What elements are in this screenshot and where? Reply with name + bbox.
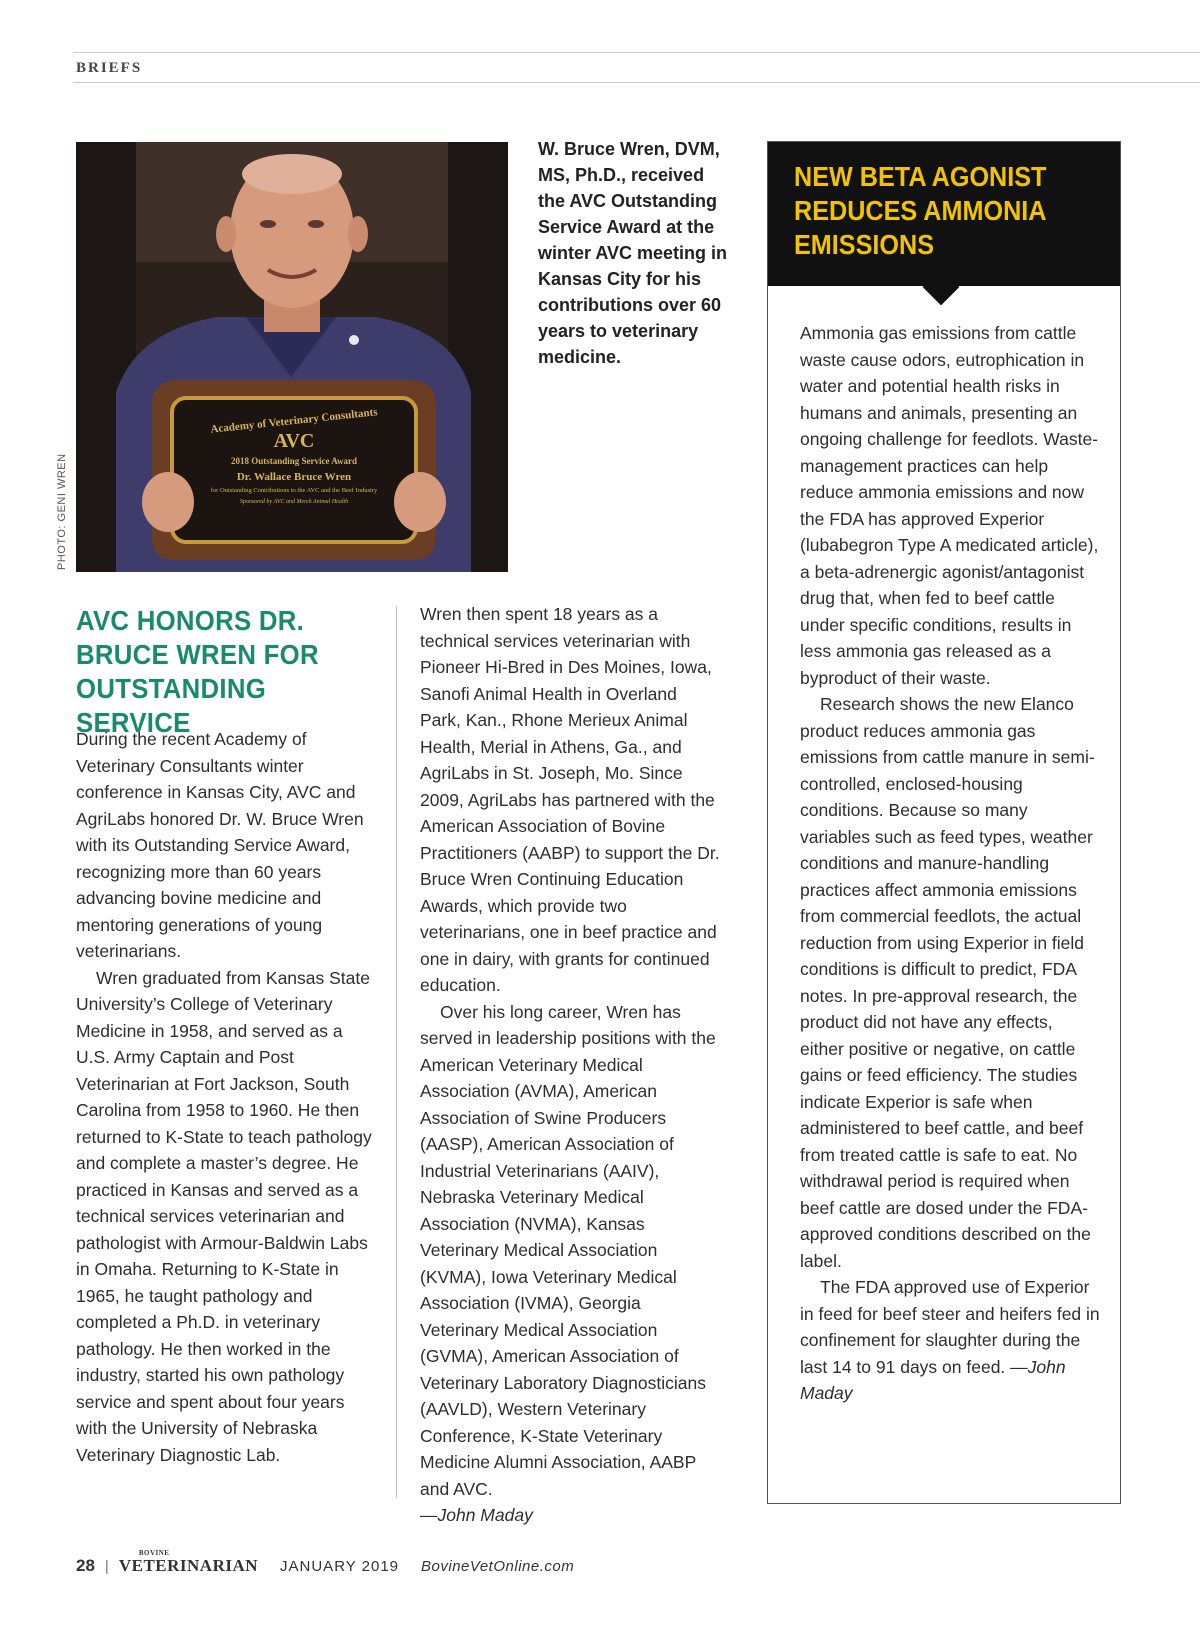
page-footer [76, 1549, 575, 1576]
article-headline: AVC HONORS DR. BRUCE WREN FOR OUTSTANDING SERVICE [76, 605, 319, 738]
article-signature: —John Maday [420, 1505, 533, 1525]
sidebar-signature: —John Maday [800, 1356, 1066, 1403]
plaque-sponsor: Sponsored by AVC and Merck Animal Health [239, 499, 349, 505]
magazine-logo [118, 1549, 259, 1576]
photo-credit: PHOTO: GENI WREN [56, 453, 68, 570]
sidebar-header [768, 142, 1120, 286]
issue-date: JANUARY 2019 [280, 1558, 400, 1575]
column-divider [396, 606, 397, 1498]
page-number: 28 [76, 1556, 95, 1575]
plaque-org: Academy of Veterinary Consultants [209, 406, 379, 436]
award-photo [76, 142, 508, 572]
plaque-citation: for Outstanding Contributions to the AVC and the Beef Industry [210, 487, 378, 494]
footer-separator: | [104, 1558, 109, 1575]
article-paragraph: Wren graduated from Kansas State University’s College of Veterinary Medicine in 1958, and served as a U.S. Army Captain and Post Veterinarian at Fort Jackson, South Carolina from 1958 to 1960. He then returned to K-State to teach pathology and complete a master’s degree. He practiced in Kansas and served as a technical services veterinarian and pathologist with Armour-Baldwin Labs in Omaha. Returning to K-State in 1965, he taught pathology and completed a Ph.D. in veterinary pathology. He then worked in the industry, started his own pathology service and spent about four years with the University of Nebraska Veterinary Diagnostic Lab. [76, 967, 372, 1465]
sidebar-body [800, 320, 1100, 1407]
plaque-monogram: AVC [273, 430, 315, 452]
article-paragraph: Wren then spent 18 years as a technical services veterinarian with Pioneer Hi-Bred in Des Moines, Iowa, Sanofi Animal Health in Overland Park, Kan., Rhone Merieux Animal Health, Merial in Athens, Ga., and AgriLabs in St. Joseph, Mo. Since 2009, AgriLabs has partnered with the American Association of Bovine Practitioners (AABP) to support the Dr. Bruce Wren Continuing Education Awards, which provide two veterinarians, one in beef practice and one in dairy, with grants for continued education. [420, 604, 720, 995]
article-column-1 [76, 726, 376, 1468]
plaque-text [184, 406, 404, 508]
plaque-award: 2018 Outstanding Service Award [230, 456, 358, 466]
sidebar-last-text: The FDA approved use of Experior in feed for beef steer and heifers fed in confinement for slaughter during the last 14 to 91 days on feed. [800, 1277, 1100, 1377]
article-paragraph: During the recent Academy of Veterinary Consultants winter conference in Kansas City, AVC and AgriLabs honored Dr. W. Bruce Wren with its Outstanding Service Award, recognizing more than 60 years advancing bovine medicine and mentoring generations of young veterinarians. [76, 729, 364, 961]
plaque-name: Dr. Wallace Bruce Wren [236, 471, 352, 483]
sidebar-box [767, 141, 1121, 1504]
magazine-logo-prefix: BOVINE [138, 1549, 170, 1557]
sidebar-paragraph-last [800, 1274, 1100, 1407]
diamond-pointer-icon [923, 269, 960, 306]
sidebar-paragraph: Ammonia gas emissions from cattle waste cause odors, eutrophication in water and potential health risks in humans and animals, presenting an ongoing challenge for feedlots. Waste-management practices can help reduce ammonia emissions and now the FDA has approved Experior (lubabegron Type A medicated article), a beta-adrenergic agonist/antagonist drug that, when fed to beef cattle under specific conditions, results in less ammonia gas released as a byproduct of their waste. [800, 323, 1099, 688]
article-paragraph: Over his long career, Wren has served in leadership positions with the American Veterinary Medical Association (AVMA), American Association of Swine Producers (AASP), American Association of Industrial Veterinarians (AAIV), Nebraska Veterinary Medical Association (NVMA), Kansas Veterinary Medical Association (KVMA), Iowa Veterinary Medical Association (IVMA), Georgia Veterinary Medical Association (GVMA), American Association of Veterinary Laboratory Diagnosticians (AAVLD), Western Veterinary Conference, K-State Veterinary Medicine Alumni Association, AABP and AVC. [420, 1001, 716, 1499]
website-link[interactable]: BovineVetOnline.com [421, 1558, 575, 1575]
magazine-logo-name: VETERINARIAN [118, 1556, 259, 1575]
section-label: BRIEFS [76, 60, 143, 76]
article-column-2 [420, 601, 720, 1529]
header-rule [73, 82, 1200, 83]
sidebar-title: NEW BETA AGONIST REDUCES AMMONIA EMISSIONS [794, 161, 1047, 260]
photo-caption: W. Bruce Wren, DVM, MS, Ph.D., received the AVC Outstanding Service Award at the winter AVC meeting in Kansas City for his contributions over 60 years to veterinary medicine. [538, 139, 728, 367]
top-rule [73, 52, 1200, 53]
sidebar-paragraph: Research shows the new Elanco product reduces ammonia gas emissions from cattle manure in semi-controlled, enclosed-housing conditions. Because so many variables such as feed types, weather conditions and manure-handling practices affect ammonia emissions from commercial feedlots, the actual reduction from using Experior in field conditions is difficult to predict, FDA notes. In pre-approval research, the product did not have any effects, either positive or negative, on cattle gains or feed efficiency. The studies indicate Experior is safe when administered to beef cattle, and beef from treated cattle is safe to eat. No withdrawal period is required when beef cattle are dosed under the FDA-approved conditions described on the label. [800, 694, 1095, 1271]
